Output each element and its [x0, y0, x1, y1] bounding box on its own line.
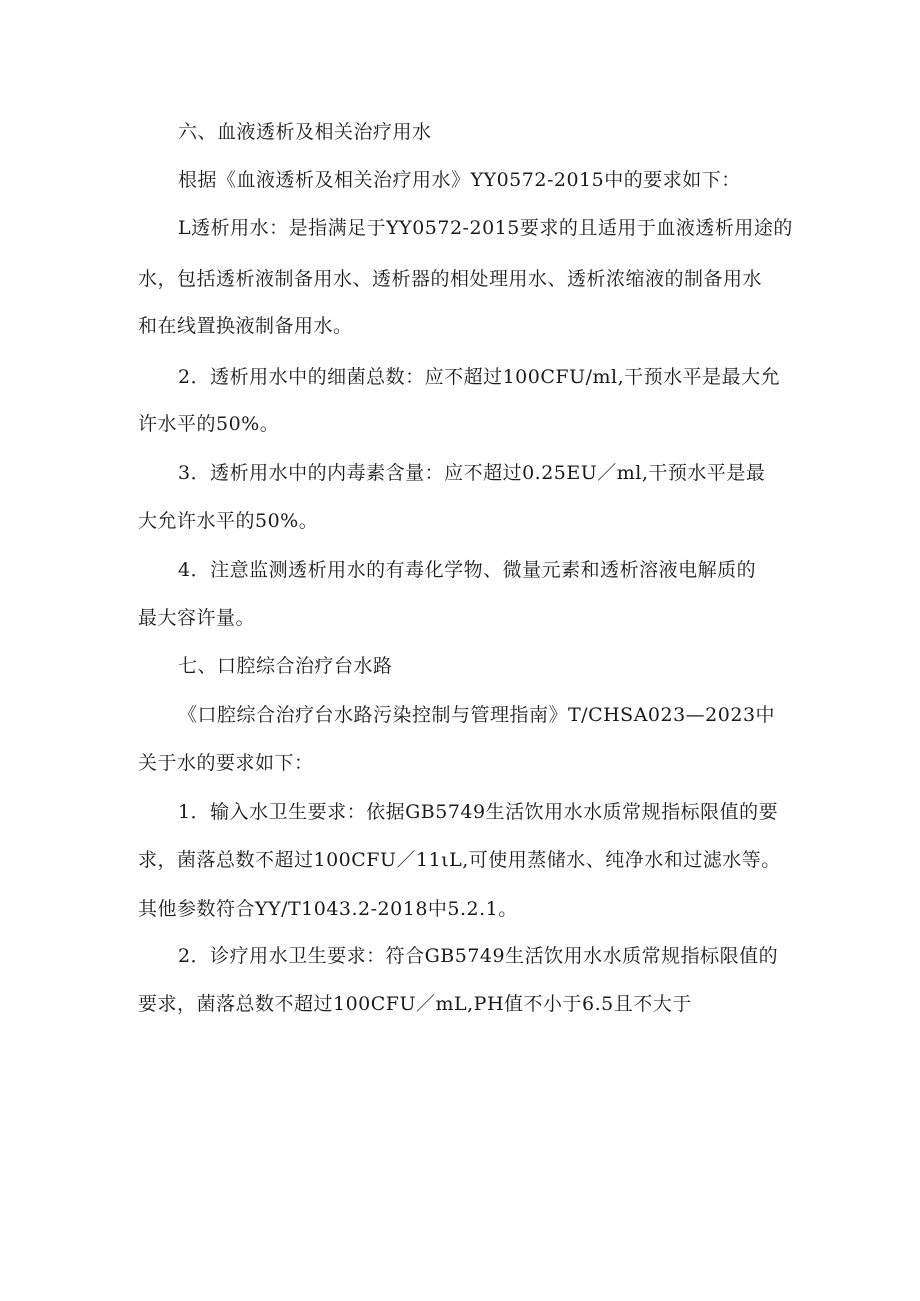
paragraph-line: 要求，菌落总数不超过100CFU／mL,PH值不小于6.5且不大于	[138, 993, 692, 1015]
paragraph-line: 水，包括透析液制备用水、透析器的相处理用水、透析浓缩液的制备用水	[138, 268, 763, 290]
paragraph-line: 4．注意监测透析用水的有毒化学物、微量元素和透析溶液电解质的	[178, 559, 757, 581]
paragraph-line: 许水平的50%。	[138, 413, 280, 435]
paragraph-line: 其他参数符合YY/T1043.2-2018中5.2.1。	[138, 898, 518, 920]
paragraph-line: 求，菌落总数不超过100CFU／11ιL,可使用蒸储水、纯净水和过滤水等。	[138, 849, 781, 871]
paragraph-line: 2．透析用水中的细菌总数：应不超过100CFU/ml,干预水平是最大允	[178, 366, 781, 388]
section-7-heading: 七、口腔综合治疗台水路	[178, 655, 393, 677]
paragraph-line: 2．诊疗用水卫生要求：符合GB5749生活饮用水水质常规指标限值的	[178, 945, 779, 967]
paragraph-line: 最大容许量。	[138, 607, 256, 629]
paragraph-line: 关于水的要求如下：	[138, 752, 314, 774]
paragraph-line: 和在线置换液制备用水。	[138, 315, 353, 337]
paragraph-line: 1．输入水卫生要求：依据GB5749生活饮用水水质常规指标限值的要	[178, 801, 779, 823]
paragraph-line: 大允许水平的50%。	[138, 510, 319, 532]
paragraph-line: 3．透析用水中的内毒素含量：应不超过0.25EU／ml,干预水平是最	[178, 462, 766, 484]
paragraph-line: 《口腔综合治疗台水路污染控制与管理指南》T/CHSA023—2023中	[178, 704, 776, 726]
section-6-heading: 六、血液透析及相关治疗用水	[178, 121, 432, 143]
paragraph-line: L透析用水：是指满足于YY0572-2015要求的且适用于血液透析用途的	[178, 217, 793, 239]
section-6-intro: 根据《血液透析及相关治疗用水》YY0572-2015中的要求如下：	[178, 169, 741, 191]
